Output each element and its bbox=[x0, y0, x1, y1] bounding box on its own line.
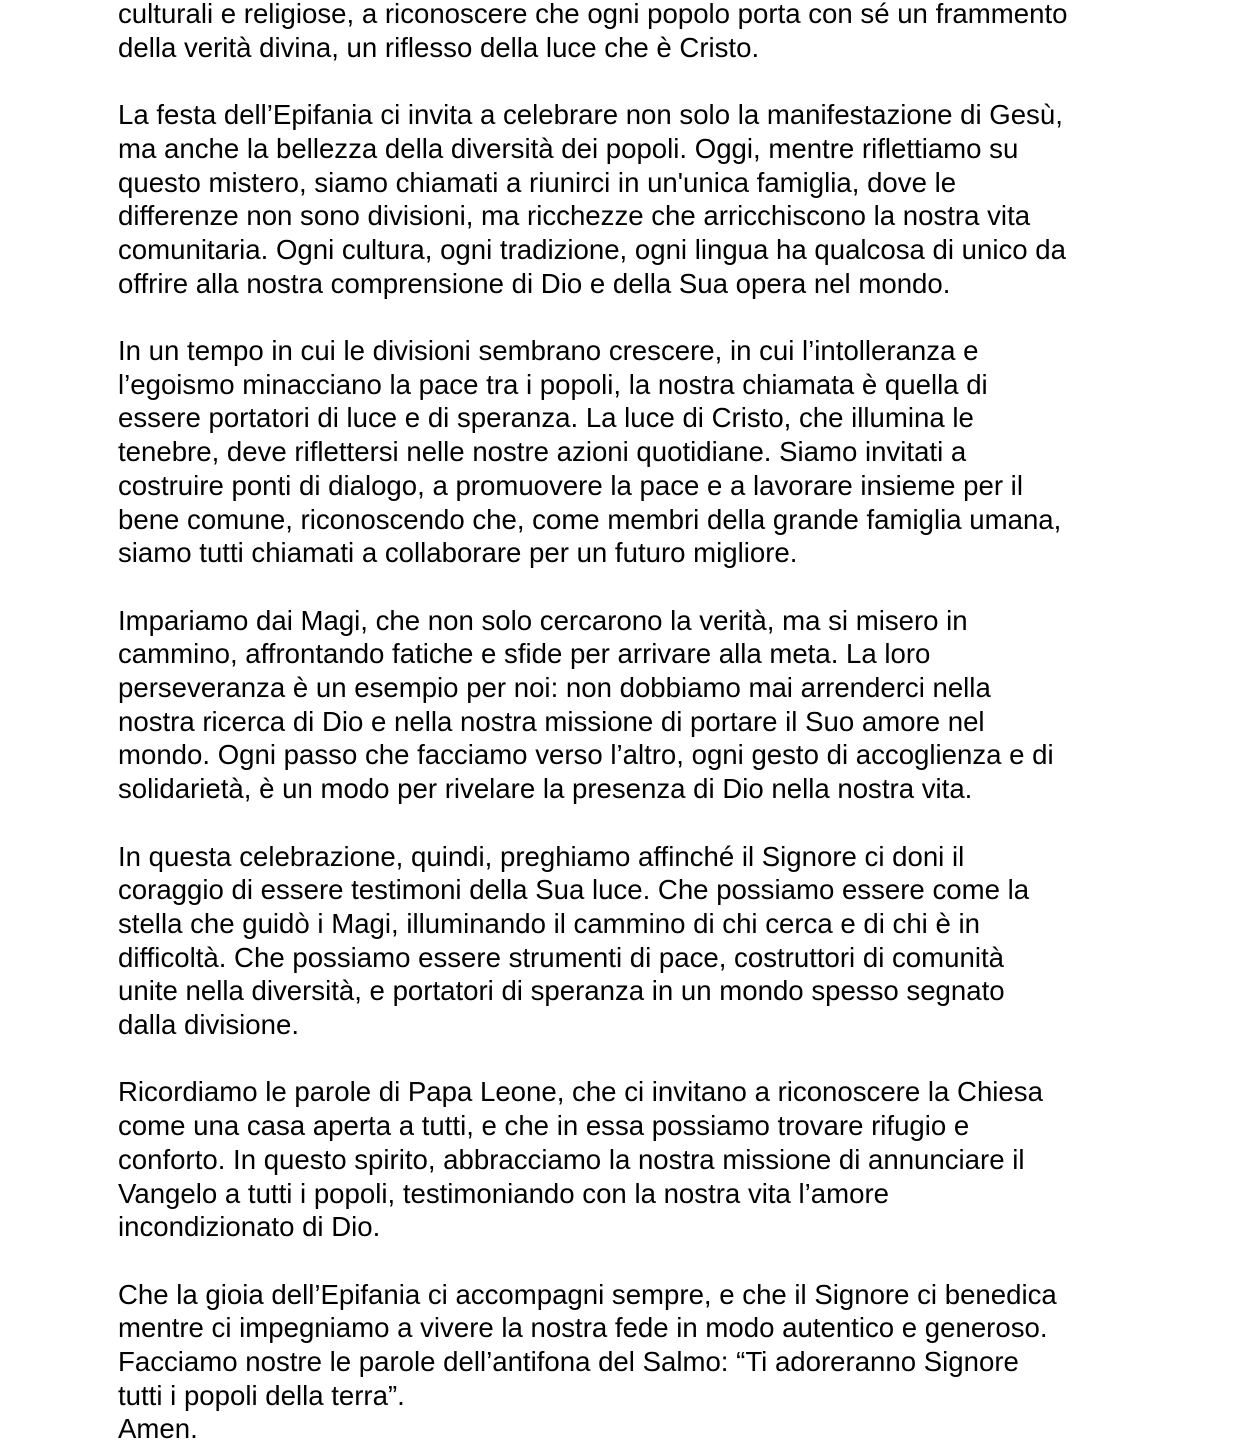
text-line: conforto. In questo spirito, abbracciamo la nostra missione di annunciare il bbox=[118, 1143, 1025, 1175]
text-line: La festa dell’Epifania ci invita a celebrare non solo la manifestazione di Gesù, bbox=[118, 99, 1063, 131]
paragraph bbox=[118, 1075, 1138, 1244]
text-line: In un tempo in cui le divisioni sembrano crescere, in cui l’intolleranza e bbox=[118, 335, 979, 366]
paragraph bbox=[118, 334, 1138, 570]
text-line: Facciamo nostre le parole dell’antifona del Salmo: “Ti adoreranno Signore bbox=[118, 1346, 1019, 1378]
text-line: ma anche la bellezza della diversità dei popoli. Oggi, mentre riflettiamo su bbox=[118, 132, 1019, 164]
text-line: Che la gioia dell’Epifania ci accompagni sempre, e che il Signore ci benedica bbox=[118, 1278, 1057, 1310]
text-line: della verità divina, un riflesso della luce che è Cristo. bbox=[118, 31, 760, 63]
paragraph bbox=[118, 840, 1138, 1042]
text-line: stella che guidò i Magi, illuminando il cammino di chi cerca e di chi è in bbox=[118, 907, 980, 939]
text-line: difficoltà. Che possiamo essere strumenti di pace, costruttori di comunità bbox=[118, 941, 1004, 973]
text-line: bene comune, riconoscendo che, come membri della grande famiglia umana, bbox=[118, 503, 1062, 535]
text-line: costruire ponti di dialogo, a promuovere la pace e a lavorare insieme per il bbox=[118, 469, 1023, 501]
text-line: dalla divisione. bbox=[118, 1009, 300, 1041]
text-line: cammino, affrontando fatiche e sfide per arrivare alla meta. La loro bbox=[118, 638, 931, 670]
text-line: In questa celebrazione, quindi, preghiamo affinché il Signore ci doni il bbox=[118, 840, 965, 872]
text-line: mentre ci impegniamo a vivere la nostra fede in modo autentico e generoso. bbox=[118, 1312, 1048, 1344]
text-line: essere portatori di luce e di speranza. La luce di Cristo, che illumina le bbox=[118, 402, 974, 434]
text-line: nostra ricerca di Dio e nella nostra missione di portare il Suo amore nel bbox=[118, 705, 985, 737]
text-line: solidarietà, è un modo per rivelare la presenza di Dio nella nostra vita. bbox=[118, 773, 973, 805]
text-line: culturali e religiose, a riconoscere che ogni popolo porta con sé un frammento bbox=[118, 0, 1068, 29]
text-line: offrire alla nostra comprensione di Dio e della Sua opera nel mondo. bbox=[118, 267, 951, 299]
paragraph bbox=[118, 98, 1138, 300]
text-line: tutti i popoli della terra”. bbox=[118, 1379, 405, 1411]
closing-amen: Amen. bbox=[118, 1413, 198, 1445]
text-line: incondizionato di Dio. bbox=[118, 1211, 381, 1243]
text-line: tenebre, deve riflettersi nelle nostre azioni quotidiane. Siamo invitati a bbox=[118, 436, 967, 468]
paragraph bbox=[118, 1278, 1138, 1447]
text-line: Impariamo dai Magi, che non solo cercarono la verità, ma si misero in bbox=[118, 604, 968, 636]
text-line: differenze non sono divisioni, ma ricchezze che arricchiscono la nostra vita bbox=[118, 200, 1031, 232]
text-line: coraggio di essere testimoni della Sua luce. Che possiamo essere come la bbox=[118, 874, 1030, 906]
text-line: siamo tutti chiamati a collaborare per un futuro migliore. bbox=[118, 537, 798, 569]
document-page bbox=[118, 0, 1138, 1446]
paragraph bbox=[118, 604, 1138, 806]
text-line: l’egoismo minacciano la pace tra i popoli, la nostra chiamata è quella di bbox=[118, 368, 988, 400]
text-line: unite nella diversità, e portatori di speranza in un mondo spesso segnato bbox=[118, 975, 1005, 1007]
paragraph bbox=[118, 0, 1138, 64]
text-line: mondo. Ogni passo che facciamo verso l’altro, ogni gesto di accoglienza e di bbox=[118, 739, 1054, 771]
text-line: come una casa aperta a tutti, e che in essa possiamo trovare rifugio e bbox=[118, 1110, 970, 1142]
text-line: Ricordiamo le parole di Papa Leone, che ci invitano a riconoscere la Chiesa bbox=[118, 1076, 1043, 1108]
text-line: questo mistero, siamo chiamati a riunirci in un'unica famiglia, dove le bbox=[118, 166, 957, 198]
text-line: perseveranza è un esempio per noi: non dobbiamo mai arrenderci nella bbox=[118, 672, 991, 704]
text-line: comunitaria. Ogni cultura, ogni tradizione, ogni lingua ha qualcosa di unico da bbox=[118, 233, 1066, 265]
text-line: Vangelo a tutti i popoli, testimoniando con la nostra vita l’amore bbox=[118, 1177, 890, 1209]
